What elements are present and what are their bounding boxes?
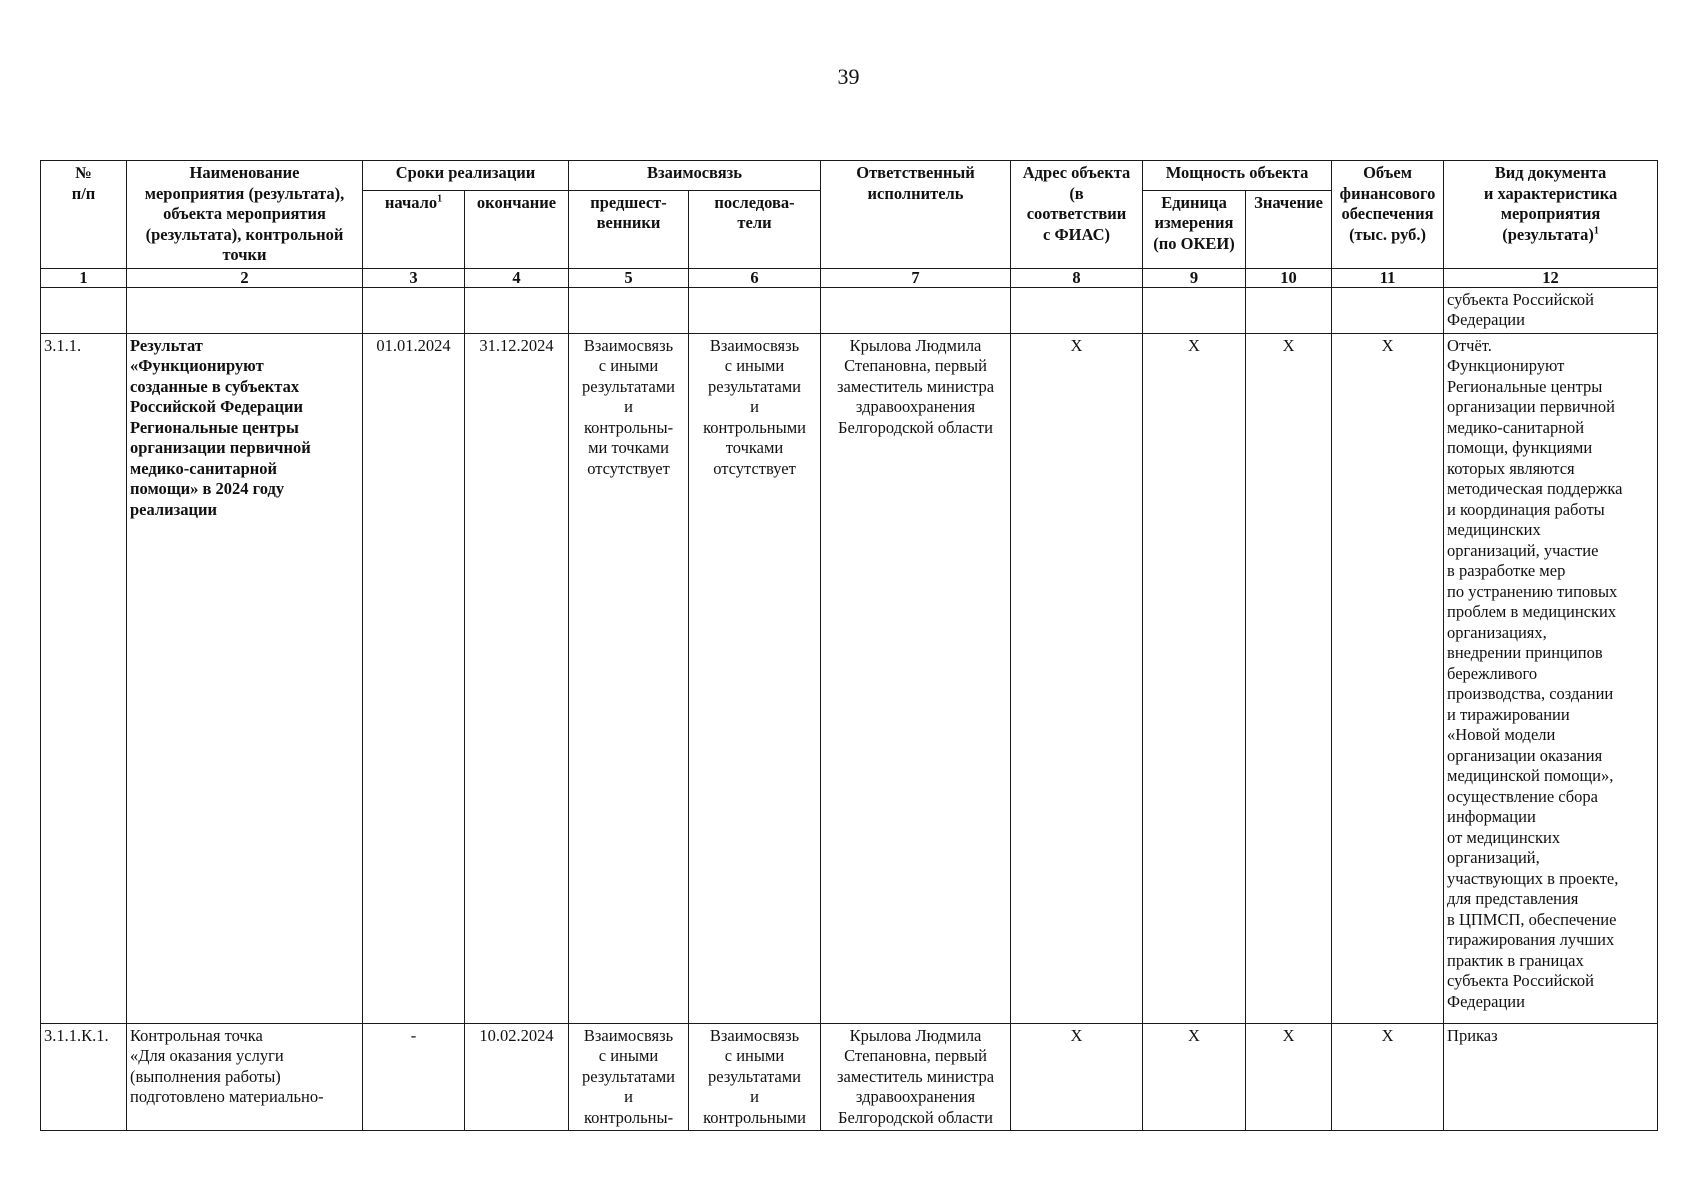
page-number: 39 <box>837 64 860 89</box>
header-value: Значение <box>1246 190 1332 268</box>
row-responsible: Крылова Людмила Степановна, первый заместитель министра здравоохранения Белгородской области <box>821 333 1011 1023</box>
header-link: Взаимосвязь <box>569 161 821 191</box>
column-number: 1 <box>41 268 127 287</box>
column-number: 11 <box>1332 268 1444 287</box>
row-address: X <box>1011 1023 1143 1131</box>
row-start-date: 01.01.2024 <box>363 333 465 1023</box>
column-number: 5 <box>569 268 689 287</box>
column-number: 3 <box>363 268 465 287</box>
carryover-row <box>41 287 1658 333</box>
row-number: 3.1.1.К.1. <box>41 1023 127 1131</box>
column-number: 9 <box>1143 268 1246 287</box>
row-address: X <box>1011 333 1143 1023</box>
column-number: 12 <box>1444 268 1658 287</box>
project-plan-table <box>40 160 1658 1131</box>
row-unit: X <box>1143 333 1246 1023</box>
header-num: № п/п <box>41 161 127 269</box>
row-successors: Взаимосвязь с иными результатами и контрольными <box>689 1023 821 1131</box>
row-document: Отчёт. Функционируют Региональные центры организации первичной медико-санитарной помощи, функциями которых являются методическая поддержка и координация работы медицинских организаций, участие в разработке мер по устранению типовых проблем в медицинских организациях, внедрении принципов бережливого производства, создании и тиражировании «Новой модели организации оказания медицинской помощи», осуществление сбора информации от медицинских организаций, участвующих в проекте, для представления в ЦПМСП, обеспечение тиражирования лучших практик в границах субъекта Российской Федерации <box>1444 333 1658 1023</box>
row-volume: X <box>1332 1023 1444 1131</box>
header-address: Адрес объекта (в соответствии с ФИАС) <box>1011 161 1143 269</box>
header-power: Мощность объекта <box>1143 161 1332 191</box>
row-predecessors: Взаимосвязь с иными результатами и контрольны- <box>569 1023 689 1131</box>
row-unit: X <box>1143 1023 1246 1131</box>
header-terms: Сроки реализации <box>363 161 569 191</box>
carryover-document-text: субъекта Российской Федерации <box>1444 287 1658 333</box>
column-number-row <box>41 268 1658 287</box>
header-start-text: начало <box>384 192 438 212</box>
row-document: Приказ <box>1444 1023 1658 1131</box>
header-document <box>1444 161 1658 269</box>
header-start <box>363 190 465 268</box>
table-row <box>41 333 1658 1023</box>
row-successors: Взаимосвязь с иными результатами и контрольными точками отсутствует <box>689 333 821 1023</box>
header-name: Наименование мероприятия (результата), объекта мероприятия (результата), контрольной точки <box>127 161 363 269</box>
header-successors: последова- тели <box>689 190 821 268</box>
header-responsible: Ответственный исполнитель <box>821 161 1011 269</box>
row-volume: X <box>1332 333 1444 1023</box>
project-plan-table-container <box>40 160 1657 1131</box>
header-row-1 <box>41 161 1658 191</box>
header-document-text: Вид документа и характеристика мероприятия (результата) <box>1483 163 1618 244</box>
row-start-date: - <box>363 1023 465 1131</box>
table-row <box>41 1023 1658 1131</box>
row-value: X <box>1246 333 1332 1023</box>
header-document-footnote: 1 <box>1593 225 1599 236</box>
row-number: 3.1.1. <box>41 333 127 1023</box>
column-number: 6 <box>689 268 821 287</box>
row-responsible: Крылова Людмила Степановна, первый заместитель министра здравоохранения Белгородской области <box>821 1023 1011 1131</box>
column-number: 7 <box>821 268 1011 287</box>
column-number: 2 <box>127 268 363 287</box>
header-end: окончание <box>465 190 569 268</box>
column-number: 10 <box>1246 268 1332 287</box>
header-volume: Объем финансового обеспечения (тыс. руб.) <box>1332 161 1444 269</box>
row-name: Контрольная точка «Для оказания услуги (выполнения работы) подготовлено материально- <box>127 1023 363 1131</box>
row-end-date: 31.12.2024 <box>465 333 569 1023</box>
row-predecessors: Взаимосвязь с иными результатами и контрольны- ми точками отсутствует <box>569 333 689 1023</box>
column-number: 8 <box>1011 268 1143 287</box>
column-number: 4 <box>465 268 569 287</box>
row-value: X <box>1246 1023 1332 1131</box>
header-predecessors: предшест- венники <box>569 190 689 268</box>
row-name: Результат «Функционируют созданные в субъектах Российской Федерации Региональные центры организации первичной медико-санитарной помощи» в 2024 году реализации <box>127 333 363 1023</box>
header-unit: Единица измерения (по ОКЕИ) <box>1143 190 1246 268</box>
header-start-footnote: 1 <box>437 193 443 205</box>
row-end-date: 10.02.2024 <box>465 1023 569 1131</box>
